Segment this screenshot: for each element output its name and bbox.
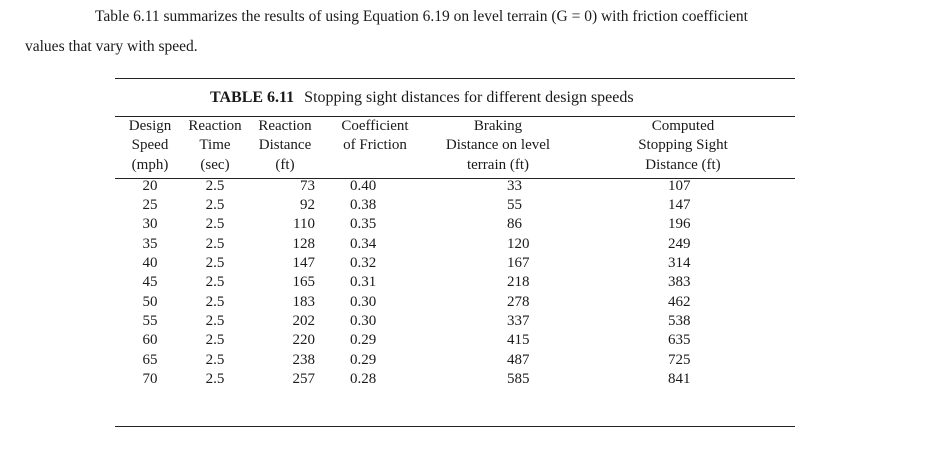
table-cell-reaction-time: 2.5	[205, 197, 225, 214]
table-cell-design-speed: 70	[142, 370, 158, 387]
table-bottom-rule	[115, 426, 795, 427]
table-cell-coefficient-of-friction: 0.29	[350, 332, 377, 349]
column-header-braking-distance: Braking	[473, 118, 523, 134]
table-cell-reaction-distance: 92	[300, 197, 315, 214]
table-cell-braking-distance: 55	[507, 197, 522, 214]
table-cell-reaction-distance: 128	[292, 235, 315, 252]
table-cell-reaction-time: 2.5	[205, 274, 225, 291]
intro-text-line-1: Table 6.11 summarizes the results of using Equation 6.19 on level terrain (G = 0) with friction coefficient	[95, 8, 748, 25]
table-cell-coefficient-of-friction: 0.30	[350, 293, 377, 310]
table-cell-coefficient-of-friction: 0.40	[350, 177, 377, 194]
column-header-braking-distance: terrain (ft)	[466, 156, 530, 173]
table-cell-reaction-time: 2.5	[205, 216, 225, 233]
table-cell-stopping-sight-distance: 196	[668, 216, 691, 233]
table-cell-coefficient-of-friction: 0.35	[350, 216, 377, 233]
table-cell-coefficient-of-friction: 0.38	[350, 197, 377, 214]
table-cell-design-speed: 35	[142, 235, 158, 252]
table-cell-reaction-time: 2.5	[205, 255, 225, 272]
table-cell-coefficient-of-friction: 0.29	[350, 351, 377, 368]
table-row	[115, 351, 795, 370]
column-header-coefficient-of-friction: Coefficient	[341, 118, 409, 134]
column-header-stopping-sight-distance: Stopping Sight	[638, 137, 728, 154]
table-cell-reaction-distance: 73	[300, 177, 315, 194]
table-cell-reaction-distance: 183	[292, 293, 315, 310]
column-header-reaction-time: Time	[199, 137, 231, 154]
table-cell-braking-distance: 218	[507, 274, 530, 291]
column-header-braking-distance: Distance on level	[445, 137, 551, 154]
table-cell-braking-distance: 415	[507, 332, 530, 349]
column-header-stopping-sight-distance: Distance (ft)	[645, 156, 721, 173]
table-cell-braking-distance: 120	[507, 235, 530, 252]
table-row	[115, 196, 795, 215]
table-cell-coefficient-of-friction: 0.28	[350, 370, 377, 387]
table-number: TABLE 6.11	[210, 89, 295, 106]
table-cell-design-speed: 20	[142, 177, 158, 194]
table-title: Stopping sight distances for different design speeds	[304, 89, 634, 106]
intro-text-line-2: values that vary with speed.	[25, 38, 198, 55]
table-cell-design-speed: 50	[142, 293, 158, 310]
column-header-design-speed: Design	[128, 118, 172, 134]
table-cell-reaction-time: 2.5	[205, 293, 225, 310]
column-header-reaction-distance: Reaction	[258, 118, 312, 134]
table-caption	[210, 89, 634, 107]
table-cell-reaction-time: 2.5	[205, 332, 225, 349]
table-row	[115, 293, 795, 312]
table-cell-stopping-sight-distance: 314	[668, 255, 691, 272]
table-cell-braking-distance: 86	[507, 216, 522, 233]
table-row	[115, 312, 795, 331]
column-header-reaction-distance: Distance	[258, 137, 312, 154]
table-cell-stopping-sight-distance: 538	[668, 312, 691, 329]
table-top-rule	[115, 78, 795, 79]
table-cell-coefficient-of-friction: 0.34	[350, 235, 377, 252]
table-cell-reaction-distance: 110	[293, 216, 315, 233]
table-cell-stopping-sight-distance: 841	[668, 370, 691, 387]
table-row	[115, 331, 795, 350]
column-header-reaction-distance: (ft)	[275, 156, 295, 173]
column-header-reaction-time: Reaction	[188, 118, 242, 134]
table-cell-design-speed: 55	[142, 312, 158, 329]
table-cell-reaction-distance: 147	[292, 255, 315, 272]
table-row	[115, 273, 795, 292]
table-cell-stopping-sight-distance: 249	[668, 235, 691, 252]
table-cell-design-speed: 45	[142, 274, 158, 291]
table-cell-stopping-sight-distance: 107	[668, 177, 691, 194]
column-header-coefficient-of-friction: of Friction	[343, 137, 407, 154]
table-cell-reaction-distance: 238	[292, 351, 315, 368]
table-cell-design-speed: 40	[142, 255, 158, 272]
table-cell-reaction-time: 2.5	[205, 177, 225, 194]
table-cell-reaction-distance: 165	[292, 274, 315, 291]
column-header-reaction-time: (sec)	[200, 156, 230, 173]
table-cell-reaction-time: 2.5	[205, 235, 225, 252]
table-cell-reaction-time: 2.5	[205, 370, 225, 387]
table-row	[115, 370, 795, 389]
table-cell-coefficient-of-friction: 0.31	[350, 274, 377, 291]
table-cell-coefficient-of-friction: 0.30	[350, 312, 377, 329]
table-header-row	[115, 117, 795, 136]
table-header-row	[115, 136, 795, 155]
table-header-row	[115, 156, 795, 175]
table-row	[115, 175, 795, 196]
table-cell-braking-distance: 585	[507, 370, 530, 387]
stopping-sight-distance-table	[115, 117, 795, 389]
column-header-design-speed: Speed	[131, 137, 169, 154]
table-row	[115, 254, 795, 273]
table-cell-reaction-distance: 202	[292, 312, 315, 329]
table-cell-design-speed: 30	[142, 216, 158, 233]
table-cell-stopping-sight-distance: 725	[668, 351, 691, 368]
table-cell-braking-distance: 33	[507, 177, 522, 194]
table-cell-braking-distance: 167	[507, 255, 530, 272]
table-row	[115, 235, 795, 254]
table-cell-reaction-time: 2.5	[205, 312, 225, 329]
table-cell-design-speed: 60	[142, 332, 158, 349]
table-cell-design-speed: 25	[142, 197, 158, 214]
column-header-coefficient-of-friction	[325, 156, 425, 175]
table-cell-stopping-sight-distance: 462	[668, 293, 691, 310]
column-header-design-speed: (mph)	[131, 156, 169, 173]
table-cell-reaction-distance: 257	[292, 370, 315, 387]
table-cell-braking-distance: 487	[507, 351, 530, 368]
table-cell-stopping-sight-distance: 635	[668, 332, 691, 349]
table-cell-reaction-time: 2.5	[205, 351, 225, 368]
table-cell-design-speed: 65	[142, 351, 158, 368]
table-cell-stopping-sight-distance: 147	[668, 197, 691, 214]
table-cell-coefficient-of-friction: 0.32	[350, 255, 377, 272]
column-header-stopping-sight-distance: Computed	[651, 118, 715, 134]
table-cell-braking-distance: 278	[507, 293, 530, 310]
table-cell-stopping-sight-distance: 383	[668, 274, 691, 291]
table-row	[115, 215, 795, 234]
table-cell-braking-distance: 337	[507, 312, 530, 329]
table-cell-reaction-distance: 220	[292, 332, 315, 349]
